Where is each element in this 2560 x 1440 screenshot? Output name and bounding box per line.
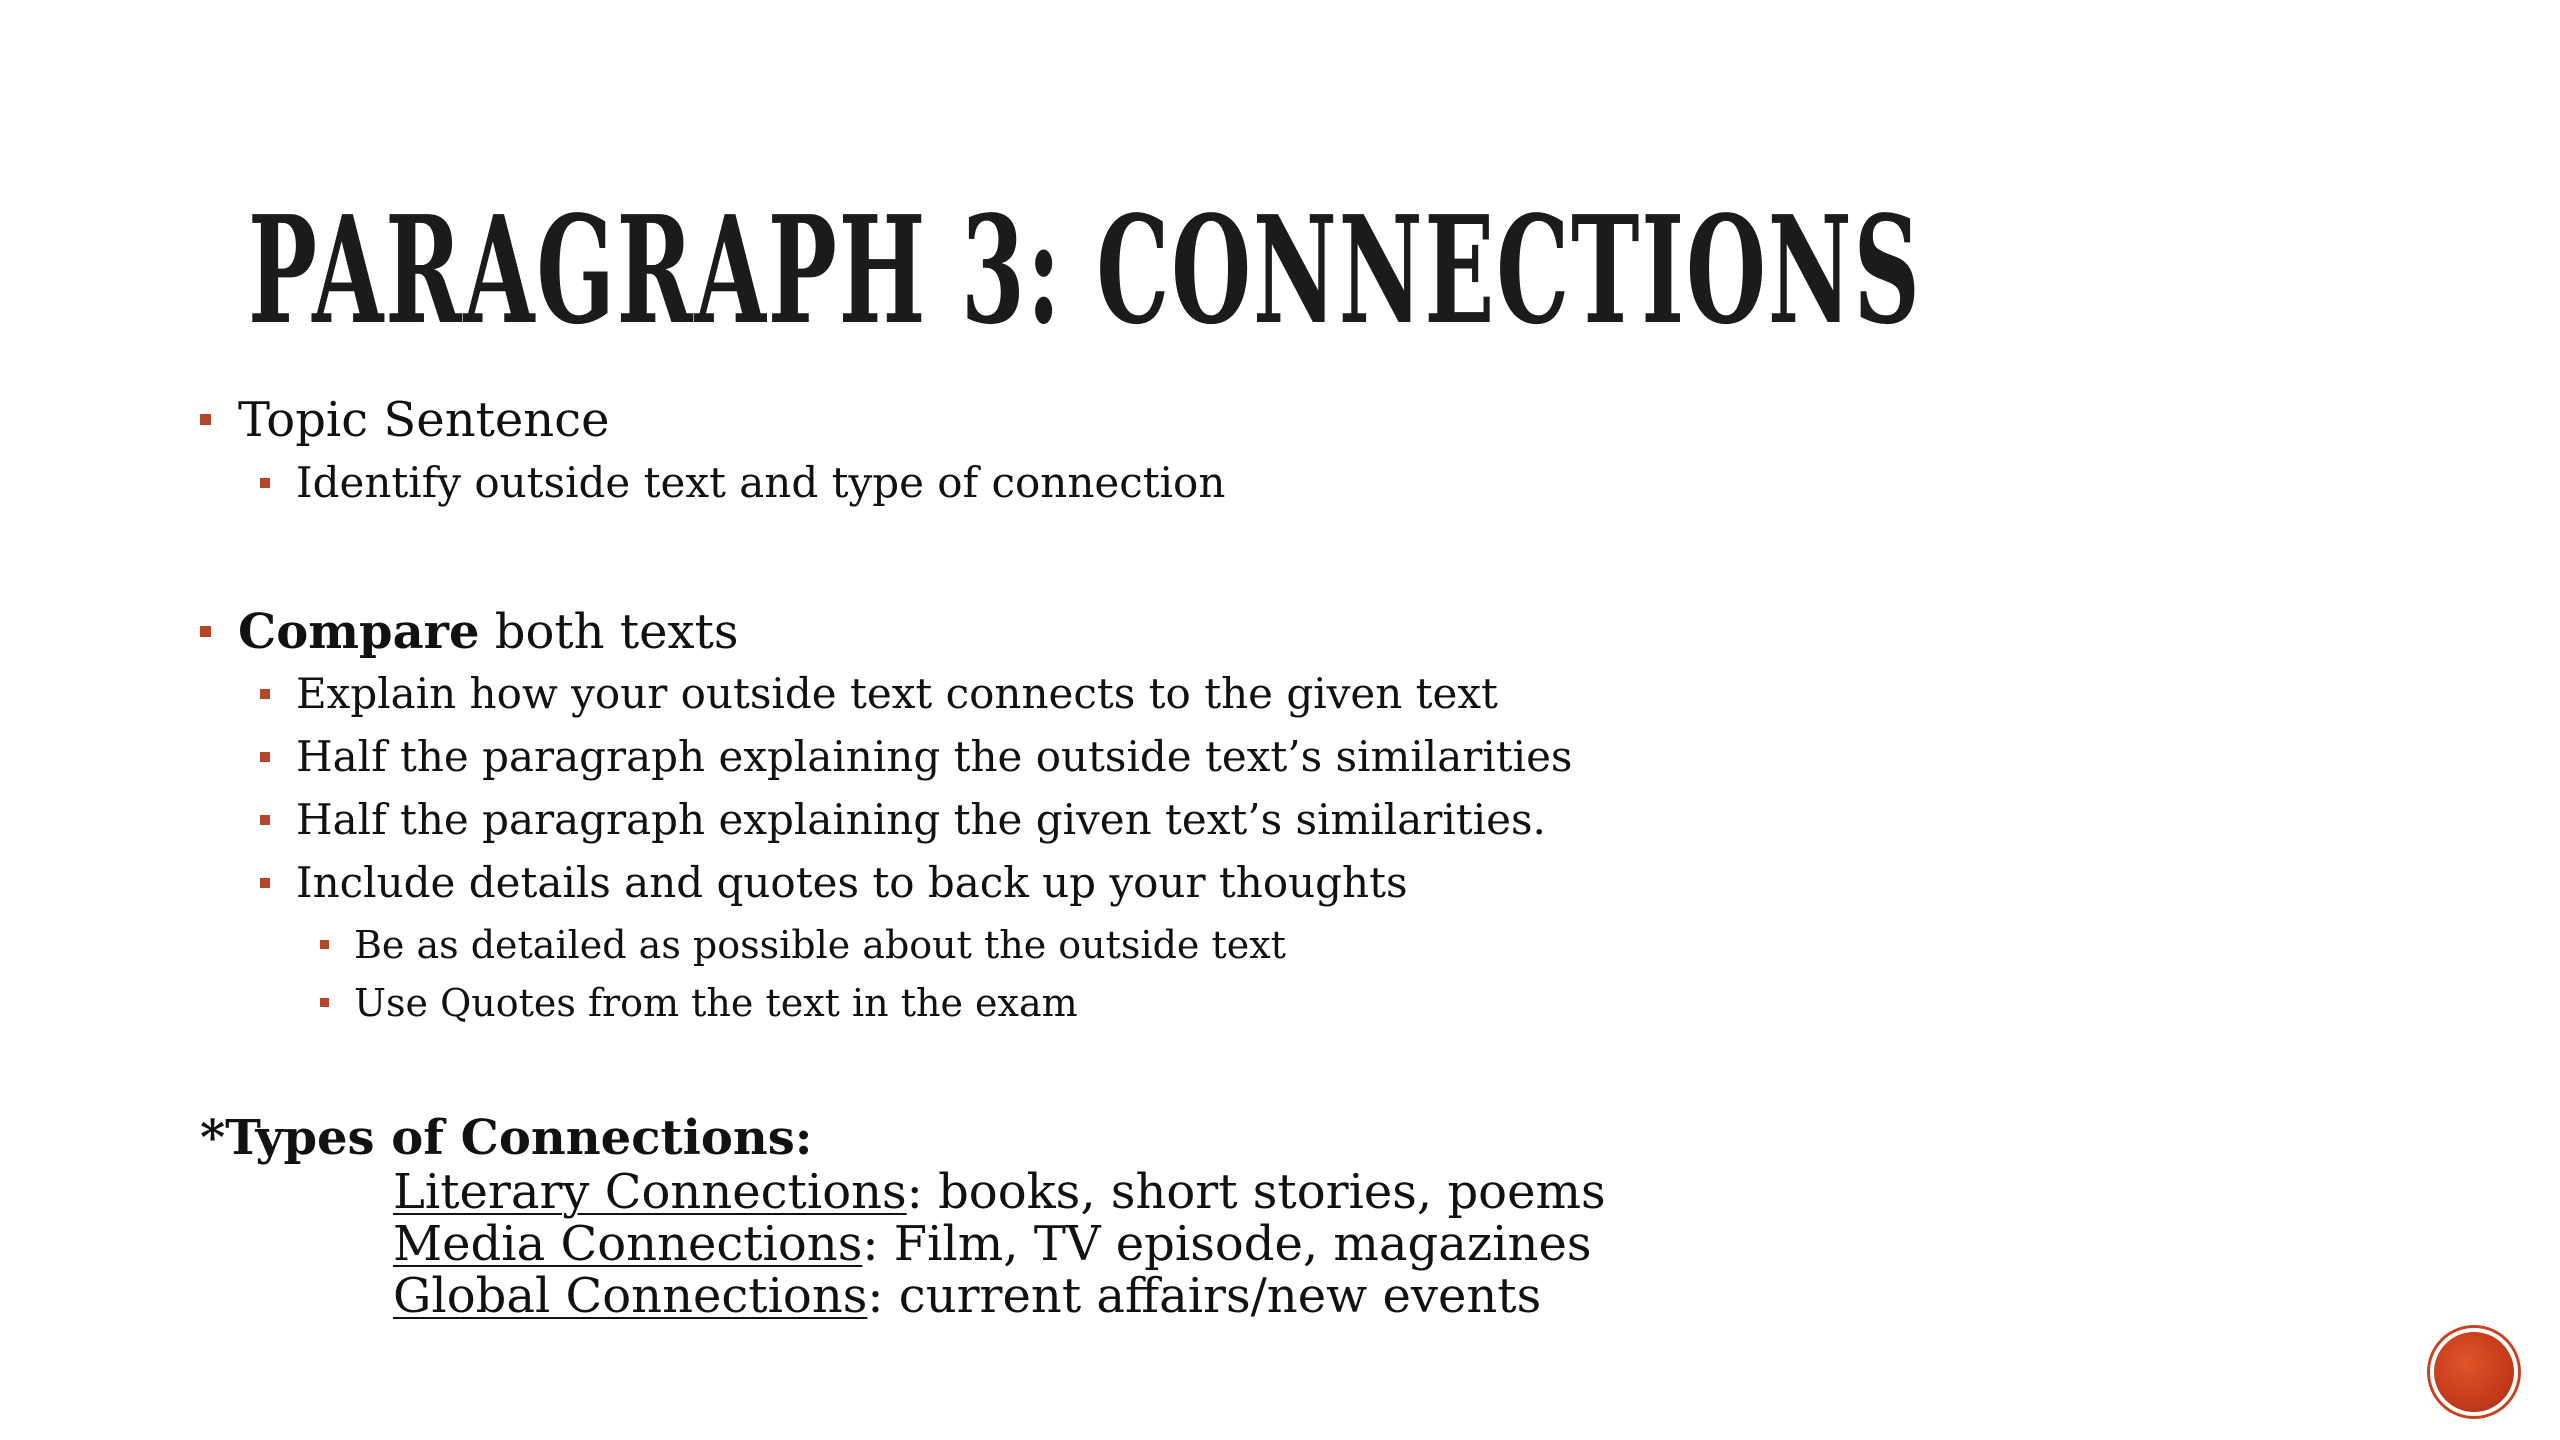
bullet-marker-icon	[260, 478, 270, 488]
bullet-marker-icon	[260, 878, 270, 888]
sub-bullet	[296, 858, 1408, 908]
connection-type-name: Literary Connections	[393, 1164, 907, 1220]
sub-bullet	[296, 732, 1573, 782]
bullet-marker-icon	[260, 689, 270, 699]
types-heading: *Types of Connections:	[200, 1110, 813, 1166]
connection-type-desc: : Film, TV episode, magazines	[862, 1216, 1592, 1272]
sub-bullet	[296, 458, 1225, 508]
connection-type-name: Global Connections	[393, 1268, 868, 1324]
sub-bullet-text: Half the paragraph explaining the given text’s similarities.	[296, 795, 1546, 844]
sub-sub-bullet	[354, 922, 1286, 968]
sub-sub-bullet-text: Use Quotes from the text in the exam	[354, 981, 1078, 1025]
sub-bullet-text: Include details and quotes to back up your thoughts	[296, 858, 1408, 907]
connection-type-desc: : books, short stories, poems	[906, 1164, 1606, 1220]
bullet-bold-text: Compare	[238, 604, 480, 660]
connection-type-literary	[393, 1166, 1606, 1218]
sub-sub-bullet	[354, 980, 1078, 1026]
sub-sub-bullet-text: Be as detailed as possible about the outside text	[354, 923, 1286, 967]
bullet-text: both texts	[479, 604, 739, 660]
bullet-topic-sentence	[238, 392, 610, 448]
connection-type-name: Media Connections	[393, 1216, 863, 1272]
sub-bullet-text: Explain how your outside text connects to the given text	[296, 669, 1498, 718]
connection-type-global	[393, 1270, 1541, 1322]
slide-title: PARAGRAPH 3: CONNECTIONS	[248, 183, 1922, 357]
sub-bullet	[296, 669, 1498, 719]
connection-type-media	[393, 1218, 1591, 1270]
sub-bullet	[296, 795, 1546, 845]
bullet-marker-icon	[200, 414, 211, 425]
bullet-text: Topic Sentence	[238, 392, 610, 448]
bullet-marker-icon	[260, 752, 270, 762]
bullet-marker-icon	[320, 998, 329, 1007]
bullet-compare	[238, 604, 739, 660]
bullet-marker-icon	[260, 815, 270, 825]
connection-type-desc: : current affairs/new events	[867, 1268, 1542, 1324]
sub-bullet-text: Identify outside text and type of connection	[296, 458, 1226, 507]
bullet-marker-icon	[320, 940, 329, 949]
slide-nav-circle-icon[interactable]	[2430, 1328, 2518, 1416]
sub-bullet-text: Half the paragraph explaining the outside text’s similarities	[296, 732, 1573, 781]
bullet-marker-icon	[200, 626, 211, 637]
